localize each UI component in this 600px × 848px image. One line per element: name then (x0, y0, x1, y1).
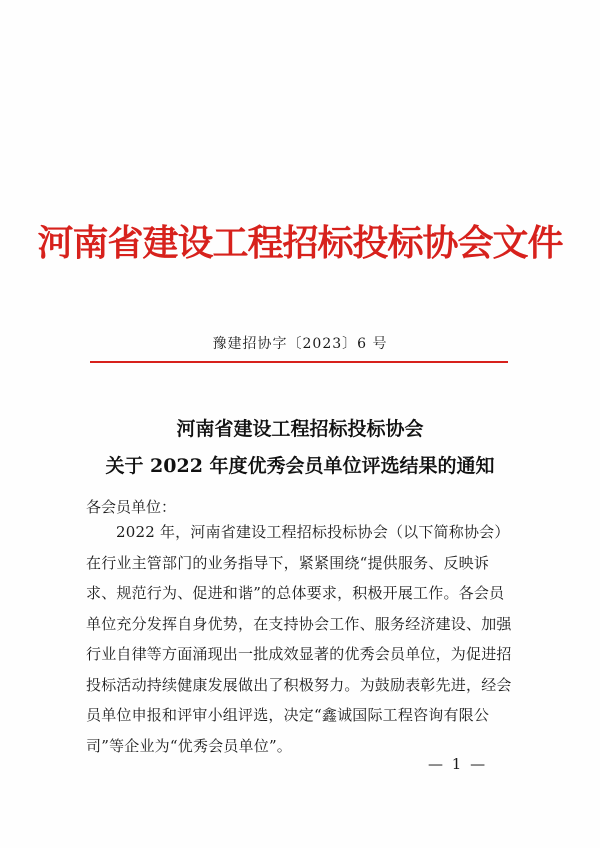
body-line: 行业自律等方面涌现出一批成效显著的优秀会员单位，为促进招 (86, 645, 512, 663)
body-paragraph (86, 517, 516, 761)
document-number: 豫建招协字〔2023〕6 号 (212, 336, 388, 352)
body-line: 员单位申报和评审小组评选，决定“鑫诚国际工程咨询有限公 (86, 706, 490, 724)
body-line: 司”等企业为“优秀会员单位”。 (86, 736, 293, 755)
salutation: 各会员单位： (86, 498, 177, 516)
body-line: 投标活动持续健康发展做出了积极努力。为鼓励表彰先进，经会 (86, 675, 512, 694)
body-line: 单位充分发挥自身优势，在支持协会工作、服务经济建设、加强 (86, 614, 512, 633)
document-header-title: 河南省建设工程招标投标协会文件 (37, 223, 563, 264)
notice-title-line-1: 河南省建设工程招标投标协会 (176, 418, 424, 440)
header-divider (90, 361, 508, 363)
body-line: 在行业主管部门的业务指导下，紧紧围绕“提供服务、反映诉 (86, 553, 490, 572)
body-line: 求、规范行为、促进和谐”的总体要求，积极开展工作。各会员 (86, 584, 505, 602)
body-line: 2022 年，河南省建设工程招标投标协会（以下简称协会） (116, 523, 510, 541)
page-number: — 1 — (428, 755, 488, 773)
notice-title-line-2: 关于 2022 年度优秀会员单位评选结果的通知 (105, 455, 495, 477)
